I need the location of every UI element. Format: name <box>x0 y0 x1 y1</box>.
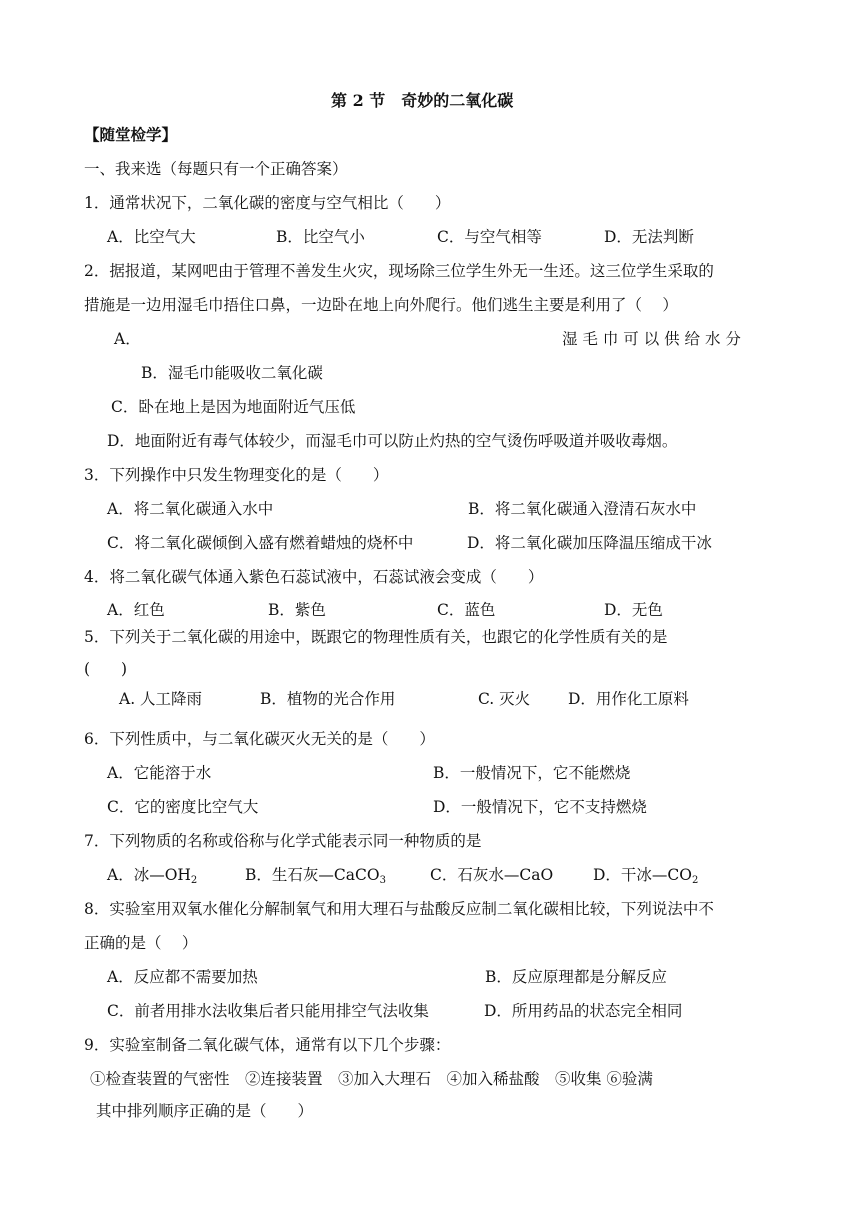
question-6-option-b: B．一般情况下，它不能燃烧 <box>433 764 631 782</box>
question-1-option-c: C．与空气相等 <box>437 228 542 246</box>
question-8-option-a: A．反应都不需要加热 <box>107 968 258 986</box>
question-4-stem: 4．将二氧化碳气体通入紫色石蕊试液中，石蕊试液会变成（ ） <box>84 568 544 586</box>
question-1-option-d: D．无法判断 <box>604 228 694 246</box>
question-2-option-a-text: 湿 毛 巾 可 以 供 给 水 分 <box>562 330 741 348</box>
question-2-option-c: C．卧在地上是因为地面附近气压低 <box>111 398 356 416</box>
question-9-steps: ①检查装置的气密性 ②连接装置 ③加入大理石 ④加入稀盐酸 ⑤收集 ⑥验满 <box>90 1070 653 1088</box>
question-4-option-a: A．红色 <box>107 601 165 619</box>
question-3-option-c: C．将二氧化碳倾倒入盛有燃着蜡烛的烧杯中 <box>107 534 414 552</box>
question-8-stem-line2: 正确的是（ ） <box>84 934 198 952</box>
question-3-option-b: B．将二氧化碳通入澄清石灰水中 <box>468 500 697 518</box>
section-heading: 【随堂检学】 <box>84 125 178 144</box>
question-2-option-b: B．湿毛巾能吸收二氧化碳 <box>141 364 323 382</box>
question-4-option-c: C．蓝色 <box>437 601 496 619</box>
question-6-option-c: C．它的密度比空气大 <box>107 798 259 816</box>
question-1-stem: 1．通常状况下，二氧化碳的密度与空气相比（ ） <box>84 194 451 212</box>
question-7-option-a: A．冰$—OH_2$ <box>107 866 198 886</box>
question-8-option-c: C．前者用排水法收集后者只能用排空气法收集 <box>107 1002 429 1020</box>
question-6-stem: 6．下列性质中，与二氧化碳灭火无关的是（ ） <box>84 730 435 748</box>
question-3-stem: 3．下列操作中只发生物理变化的是（ ） <box>84 466 389 484</box>
question-7-option-b: B．生石灰—CaCO$_3$ <box>245 866 386 886</box>
question-4-option-b: B．紫色 <box>268 601 326 619</box>
question-8-stem-line1: 8．实验室用双氧水催化分解制氧气和用大理石与盐酸反应制二氧化碳相比较，下列说法中不 <box>84 900 714 918</box>
question-7-option-c: C．石灰水—CaO <box>430 866 554 884</box>
question-5-stem-line1: 5．下列关于二氧化碳的用途中，既跟它的物理性质有关，也跟它的化学性质有关的是 <box>84 628 668 646</box>
question-5-option-a: A. 人工降雨 <box>119 690 203 708</box>
question-6-option-d: D．一般情况下，它不支持燃烧 <box>433 798 647 816</box>
question-5-option-b: B．植物的光合作用 <box>260 690 396 708</box>
question-7-stem: 7．下列物质的名称或俗称与化学式能表示同一种物质的是 <box>84 832 482 850</box>
question-2-option-d: D．地面附近有毒气体较少，而湿毛巾可以防止灼热的空气烫伤呼吸道并吸收毒烟。 <box>107 432 678 450</box>
question-7-option-d: D．干冰$—CO_2$ <box>593 866 699 886</box>
question-1-option-a: A．比空气大 <box>107 228 196 246</box>
page-title: 第 2 节 奇妙的二氧化碳 <box>331 91 514 110</box>
question-3-option-a: A．将二氧化碳通入水中 <box>107 500 274 518</box>
question-3-option-d: D．将二氧化碳加压降温压缩成干冰 <box>467 534 712 552</box>
question-1-option-b: B．比空气小 <box>276 228 365 246</box>
question-5-option-c: C. 灭火 <box>478 690 531 708</box>
question-6-option-a: A．它能溶于水 <box>107 764 212 782</box>
question-8-option-d: D．所用药品的状态完全相同 <box>484 1002 683 1020</box>
question-4-option-d: D．无色 <box>604 601 663 619</box>
question-9-follow: 其中排列顺序正确的是（ ） <box>96 1102 314 1120</box>
part-heading: 一、我来选（每题只有一个正确答案） <box>84 160 348 178</box>
question-5-stem-line2: ( ) <box>84 660 128 678</box>
question-2-stem-line2: 措施是一边用湿毛巾捂住口鼻，一边卧在地上向外爬行。他们逃生主要是利用了（ ） <box>84 296 678 314</box>
question-2-stem-line1: 2．据报道，某网吧由于管理不善发生火灾，现场除三位学生外无一生还。这三位学生采取的 <box>84 262 714 280</box>
question-8-option-b: B．反应原理都是分解反应 <box>485 968 667 986</box>
question-5-option-d: D．用作化工原料 <box>568 690 689 708</box>
question-2-option-a-label: A． <box>114 330 141 348</box>
question-9-stem: 9．实验室制备二氧化碳气体，通常有以下几个步骤： <box>84 1036 451 1054</box>
